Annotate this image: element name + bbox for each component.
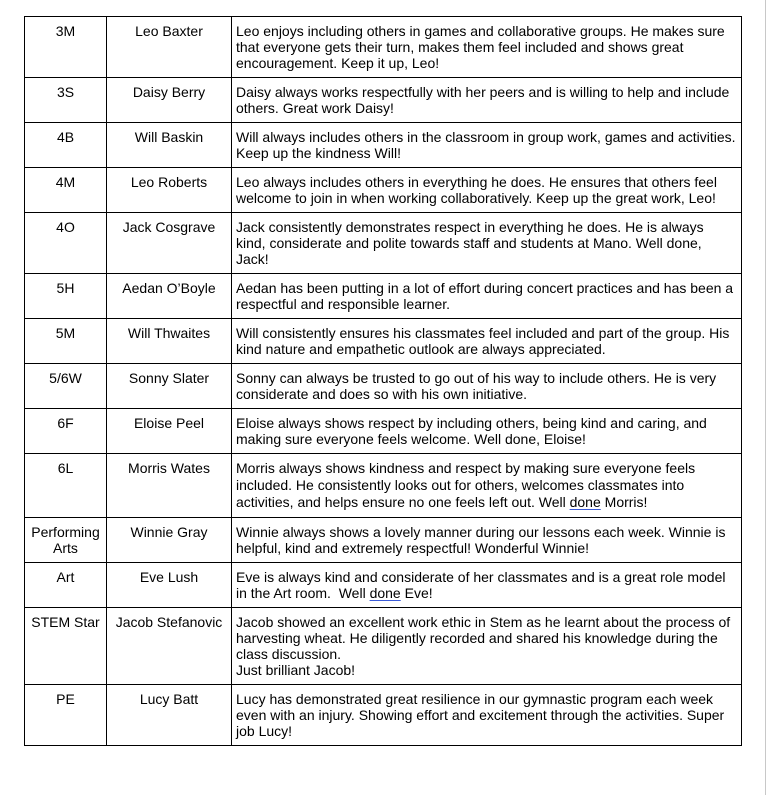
table-row — [25, 274, 742, 319]
class-cell: 3S — [25, 78, 107, 123]
table-row — [25, 608, 742, 685]
comment-cell: Eloise always shows respect by including others, being kind and caring, and making sure everyone feels welcome. Well done, Eloise! — [232, 409, 742, 454]
class-cell: 6F — [25, 409, 107, 454]
class-cell: 5/6W — [25, 364, 107, 409]
comment-cell: Sonny can always be trusted to go out of his way to include others. He is very considerate and does so with his own initiative. — [232, 364, 742, 409]
student-name-cell: Lucy Batt — [107, 685, 232, 746]
comment-text-end: Morris! — [600, 494, 648, 510]
table-row — [25, 454, 742, 518]
student-name-cell: Eloise Peel — [107, 409, 232, 454]
page-edge-line — [765, 0, 766, 795]
class-cell: 4M — [25, 168, 107, 213]
student-name-cell: Winnie Gray — [107, 518, 232, 563]
comment-text: Eve is always kind and considerate of her classmates and is a great role model in the Art room. Well — [236, 569, 730, 601]
table-row — [25, 319, 742, 364]
underlined-word: done — [369, 585, 401, 601]
class-cell: 5H — [25, 274, 107, 319]
student-name-cell: Jack Cosgrave — [107, 213, 232, 274]
comment-cell: Aedan has been putting in a lot of effort during concert practices and has been a respectful and responsible learner. — [232, 274, 742, 319]
comment-cell: Daisy always works respectfully with her peers and is willing to help and include others. Great work Daisy! — [232, 78, 742, 123]
student-name-cell: Will Baskin — [107, 123, 232, 168]
class-cell: 3M — [25, 17, 107, 78]
class-cell: 4O — [25, 213, 107, 274]
class-cell: 4B — [25, 123, 107, 168]
comment-cell: Leo enjoys including others in games and collaborative groups. He makes sure that everyone gets their turn, makes them feel included and shows great encouragement. Keep it up, Leo! — [232, 17, 742, 78]
comment-cell: Will consistently ensures his classmates feel included and part of the group. His kind nature and empathetic outlook are always appreciated. — [232, 319, 742, 364]
table-row — [25, 213, 742, 274]
table-row — [25, 685, 742, 746]
comment-cell: Winnie always shows a lovely manner during our lessons each week. Winnie is helpful, kind and extremely respectful! Wonderful Winnie! — [232, 518, 742, 563]
comment-cell: Will always includes others in the classroom in group work, games and activities. Keep up the kindness Will! — [232, 123, 742, 168]
student-name-cell: Leo Roberts — [107, 168, 232, 213]
table-row — [25, 563, 742, 608]
underlined-word: done — [569, 494, 601, 510]
comment-cell: Lucy has demonstrated great resilience in our gymnastic program each week even with an injury. Showing effort and excitement through the activities. Super job Lucy! — [232, 685, 742, 746]
table-row — [25, 78, 742, 123]
student-name-cell: Jacob Stefanovic — [107, 608, 232, 685]
comment-cell: Jack consistently demonstrates respect in everything he does. He is always kind, considerate and polite towards staff and students at Mano. Well done, Jack! — [232, 213, 742, 274]
class-cell: STEM Star — [25, 608, 107, 685]
comment-cell — [232, 563, 742, 608]
table-row — [25, 168, 742, 213]
table-row — [25, 518, 742, 563]
comment-cell — [232, 608, 742, 685]
comment-text-end: Eve! — [400, 585, 433, 601]
table-row — [25, 123, 742, 168]
class-cell: 6L — [25, 454, 107, 518]
student-name-cell: Morris Wates — [107, 454, 232, 518]
comment-cell — [232, 454, 742, 518]
class-cell: 5M — [25, 319, 107, 364]
student-name-cell: Sonny Slater — [107, 364, 232, 409]
comment-text: Jacob showed an excellent work ethic in Stem as he learnt about the process of harvesting wheat. He diligently recorded and shared his knowledge during the class discussion. — [236, 614, 731, 662]
comment-cell: Leo always includes others in everything he does. He ensures that others feel welcome to join in when working collaboratively. Keep up the great work, Leo! — [232, 168, 742, 213]
class-cell: PE — [25, 685, 107, 746]
comment-text: Morris always shows kindness and respect by making sure everyone feels included. He consistently looks out for others, welcomes classmates into activities, and helps ensure no one feels left out. Well — [236, 460, 696, 510]
student-name-cell: Eve Lush — [107, 563, 232, 608]
comment-text-line2: Just brilliant Jacob! — [236, 662, 356, 678]
table-row — [25, 409, 742, 454]
awards-table — [24, 16, 742, 746]
table-row — [25, 364, 742, 409]
table-row — [25, 17, 742, 78]
student-name-cell: Leo Baxter — [107, 17, 232, 78]
student-name-cell: Will Thwaites — [107, 319, 232, 364]
class-cell: Art — [25, 563, 107, 608]
student-name-cell: Daisy Berry — [107, 78, 232, 123]
student-name-cell: Aedan O’Boyle — [107, 274, 232, 319]
class-cell: Performing Arts — [25, 518, 107, 563]
